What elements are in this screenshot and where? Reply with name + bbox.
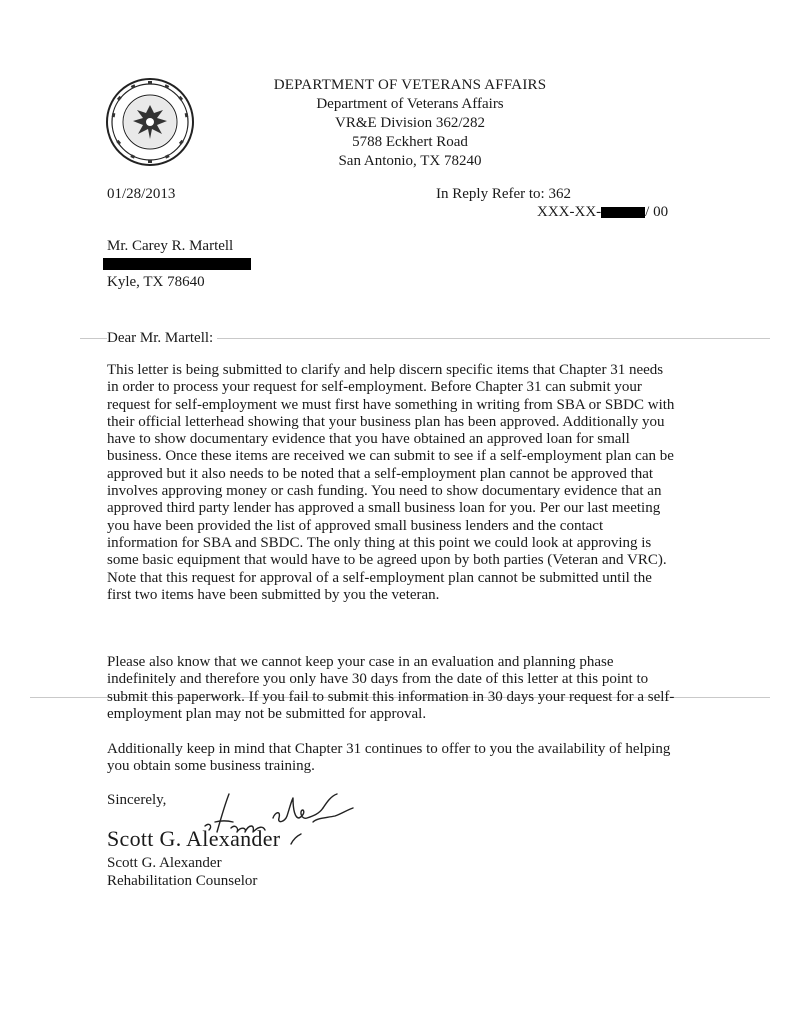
- file-number: [537, 204, 668, 221]
- redaction-bar: [103, 258, 251, 270]
- letterhead-division: VR&E Division 362/282: [334, 115, 485, 131]
- signature-block: [107, 854, 257, 890]
- signature-name-large: Scott G. Alexander: [107, 826, 281, 851]
- letter-date: 01/28/2013: [107, 186, 176, 202]
- file-number-prefix: XXX-XX-: [537, 204, 602, 220]
- body-paragraph-3: Additionally keep in mind that Chapter 31 continues to offer to you the availability of helping you obtain some business training.: [107, 741, 671, 775]
- va-seal-icon: [105, 77, 195, 167]
- salutation: Dear Mr. Martell:: [107, 330, 217, 347]
- recipient-name: Mr. Carey R. Martell: [107, 238, 234, 254]
- letterhead-department: Department of Veterans Affairs: [316, 96, 504, 112]
- file-number-suffix: / 00: [645, 204, 669, 220]
- letterhead: [200, 76, 620, 171]
- body-paragraph-1: This letter is being submitted to clarify and help discern specific items that Chapter 31 needs in order to process your request for self-employment. Before Chapter 31 can submit your request for self-employment we must first have something in writing from SBA or SBDC with their official letterhead showing that your business plan has been approved. Additionally you have to show documentary evidence that you have obtained an approved loan for small business. Once these items are received we can submit to see if a self-employment plan can be approved but it also needs to be noted that a self-employment plan cannot be approved that involves approving money or cash funding. You need to show documentary evidence that an approved third party lender has approved a small business loan for you. Per our last meeting you have been provided the list of approved small business lenders and the contact information for SBA and SBDC. The only thing at this point we could look at approving is some basic equipment that would have to be agreed upon by both parties (Veteran and VRC). Note that this request for approval of a self-employment plan cannot be submitted until the first two items have been submitted by you the veteran.: [107, 362, 675, 603]
- redaction-bar: [601, 207, 645, 218]
- recipient-city: Kyle, TX 78640: [107, 274, 205, 290]
- closing: Sincerely,: [107, 792, 167, 808]
- letterhead-city: San Antonio, TX 78240: [338, 153, 482, 169]
- body-paragraph-2: Please also know that we cannot keep your case in an evaluation and planning phase indefinitely and therefore you only have 30 days from the date of this letter at this point to submit this paperwork. If you fail to submit this information in 30 days your request for a self-employment plan may not be submitted for approval.: [107, 654, 675, 722]
- signatory-name: Scott G. Alexander: [107, 855, 222, 871]
- letterhead-street: 5788 Eckhert Road: [352, 134, 468, 150]
- letterhead-agency: DEPARTMENT OF VETERANS AFFAIRS: [273, 77, 547, 93]
- signatory-title: Rehabilitation Counselor: [107, 873, 258, 889]
- reply-reference: In Reply Refer to: 362: [436, 186, 571, 202]
